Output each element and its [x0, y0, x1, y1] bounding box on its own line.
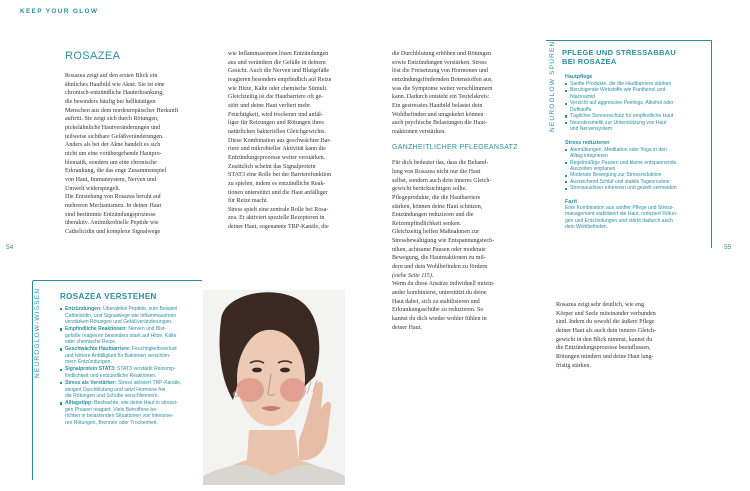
box-tab-neuroglow-spueren: NEUROGLOW SPÜREN — [549, 40, 556, 132]
text-line: Bewegung, die Hautreaktionen zu mil- — [392, 255, 486, 262]
text-line: Rötungen mindern und deine Haut lang- — [556, 353, 654, 360]
fact-text: Beobachte, wie deine Haut in stressi- — [92, 400, 178, 407]
text-line: wie Inflammasomen lösen Entzündungen — [228, 51, 329, 57]
fazit-line: management stabilisiert die Haut, reduziert Rötun- — [565, 211, 678, 218]
fazit-text — [565, 205, 712, 231]
text-line: entzündungsfördernden Botenstoffen aus, — [392, 76, 493, 83]
tip-item — [565, 160, 712, 173]
fact-item — [60, 366, 205, 379]
tip-text: Ausreichend Schlaf und stabile Tagesroutine — [570, 178, 670, 185]
tip-item — [565, 87, 712, 100]
text-line: wie Hitze, Kälte oder chemische Stimuli. — [228, 85, 328, 92]
text-line: selbst, sondern auch dein inneres Gleich- — [392, 177, 492, 184]
text-line: ähnliches Hautbild wie Akne. Sie ist eine — [65, 81, 165, 88]
text-line: kann. Dadurch entsteht ein Teufelskreis: — [392, 94, 490, 101]
text-line: löst die Freisetzung von Hormonen und — [392, 68, 488, 75]
fact-term: Empfindliche Reaktionen: — [65, 326, 127, 333]
text-line: zu spielen, indem es entzündliche Reak- — [228, 180, 326, 187]
text-line: Körper und Seele miteinander verbunden — [556, 310, 656, 317]
text-line: Wenn du diese Ansätze individuell mitein- — [392, 281, 495, 288]
text-line: reaktionen verstärken. — [392, 128, 446, 135]
fact-term: Signalprotein STAT3: — [65, 366, 116, 373]
text-line: sind bestimmte Entzündungsprozesse — [65, 211, 156, 218]
text-line: Zusätzlich scheint das Signalprotein — [228, 163, 316, 170]
column-1-text — [65, 72, 207, 236]
text-line: dern und dein Wohlbefinden zu fördern — [392, 264, 488, 271]
fact-term: Stress als Verstärker: — [65, 380, 117, 387]
fact-item — [60, 400, 205, 426]
column-3-top-text — [392, 50, 537, 137]
tips-list — [565, 81, 712, 133]
box-title-pflege-und-stressabbau: PFLEGE UND STRESSABBAU BEI ROSAZEA — [562, 48, 677, 66]
fact-item — [60, 380, 205, 400]
tip-item — [565, 185, 712, 191]
text-line: die Entzündungsprozesse beeinflussen, — [556, 345, 651, 352]
text-line: Ein gestresstes Hautbild belastet dein — [392, 102, 483, 109]
woman-with-rosacea-illustration — [203, 290, 345, 485]
fazit-line: gen und Entzündungen und stärkt dadurch auch — [565, 217, 673, 224]
fact-text: oder chemische Reize. — [65, 339, 117, 346]
pflege-stress-tips — [565, 72, 712, 231]
text-line: auch psychische Belastungen die Haut- — [392, 120, 488, 127]
column-3-bottom-text — [392, 159, 537, 332]
fact-text: Cathelicidin, und Signalwege wie Inflammasomen — [65, 312, 177, 319]
text-line: ander kombinierst, unterstützt du deine — [392, 290, 487, 297]
fact-text: richten in belastenden Situationen von intensive- — [65, 413, 174, 420]
text-line: Entzündungsprozesse weiter verstärken. — [228, 154, 326, 161]
text-line: Entzündungen reduzieren und die — [392, 212, 474, 219]
text-line: blematik, sondern um eine chronische — [65, 159, 157, 166]
text-line: die besonders häufig bei hellhäutigen — [65, 98, 156, 105]
tip-text: Sanfte Produkte, die die Hautbarriere stärken — [570, 81, 672, 87]
text-line: Wohlbefinden und umgekehrt können — [392, 111, 484, 118]
text-line: sind. Indem du sowohl die äußere Pflege — [556, 319, 655, 326]
tips-list — [565, 147, 712, 192]
text-line: Reizempfindlichkeit senken. — [392, 220, 462, 227]
tip-text: Niacinamid — [570, 93, 595, 100]
text-line: Haut dabei, sich zu stabilisieren und — [392, 298, 480, 305]
column-3 — [392, 50, 537, 332]
fact-term: Alltagstipp: — [65, 400, 93, 407]
text-line: Gleichzeitig helfen Maßnahmen zur — [392, 229, 480, 236]
section-heading: GANZHEITLICHER PFLEGEANSATZ — [392, 143, 518, 151]
tip-text: Verzicht auf aggressive Peelings, Alkohol oder — [570, 100, 674, 107]
fact-item — [60, 346, 205, 366]
text-line: gewicht in den Blick nimmst, kannst du — [556, 336, 653, 343]
article-title: ROSAZEA — [65, 50, 121, 62]
text-line: nicht um eine vorübergehende Hautpro- — [65, 150, 162, 157]
text-line: pickelähnliche Hautveränderungen und — [65, 124, 161, 131]
fact-item — [60, 326, 205, 346]
tip-text: Beruhigende Wirkstoffe wie Panthenol und — [570, 87, 666, 94]
text-line: reagieren besonders empfindlich auf Reize — [228, 76, 332, 83]
tip-text: Alltag integrieren — [570, 153, 608, 160]
text-line: Feuchtigkeit, wird trockener und anfäl- — [228, 111, 323, 118]
tip-item — [565, 147, 712, 160]
fact-text: die Rötungen und Schübe verschlimmern. — [65, 393, 159, 400]
text-line: die Durchblutung erhöhen und Rötungen — [392, 51, 492, 57]
fact-text: STAT3 verstärkt Reizemp- — [115, 366, 176, 373]
text-line: Umwelt widerspiegelt. — [65, 185, 121, 192]
text-line: kannst du dich wieder wohler fühlen in — [392, 316, 487, 323]
text-line: deiner Haut als auch dein inneres Gleich- — [556, 327, 657, 334]
fact-text: steigert Durchblutung und setzt Hormone frei, — [65, 386, 167, 393]
column-2-text — [228, 50, 373, 232]
text-line: auftritt. Sie zeigt sich durch Rötungen, — [65, 116, 159, 123]
fact-text: findlichkeit und entzündliche Reaktionen. — [65, 372, 157, 379]
text-line: chronisch-entzündliche Hauterkrankung, — [65, 90, 164, 97]
text-line: Rosazea zeigt auf den ersten Blick ein — [65, 73, 158, 79]
text-line: zea. Er aktiviert spezielle Rezeptoren in — [228, 215, 325, 222]
text-line: stört und deine Haut verliert mehr — [228, 102, 311, 109]
fact-text: gen Phasen reagiert. Viele Betroffene be- — [65, 406, 158, 413]
text-line: riere und mikrobieller Aktivität kann die — [228, 146, 326, 153]
tip-text: Stressauslöser erkennen und gezielt vermeiden — [570, 185, 677, 192]
text-line: was die Symptome weiter verschlimmern — [392, 85, 493, 92]
text-line: überaktiv. Antimikrobielle Peptide wie — [65, 220, 159, 227]
fazit-heading: Fazit — [565, 198, 578, 205]
running-head: KEEP YOUR GLOW — [20, 8, 99, 15]
text-line: fristig stärken. — [556, 362, 591, 369]
text-line: Gesicht. Auch die Nerven und Blutgefäße — [228, 68, 330, 75]
group-heading: Stress reduzieren — [565, 139, 610, 146]
text-line: (siehe Seite 115). — [392, 272, 434, 279]
text-line: Anders als bei der Akne handelt es sich — [65, 142, 161, 149]
portrait-photo — [203, 290, 345, 485]
text-line: Rosazea zeigt sehr deutlich, wie eng — [556, 302, 644, 308]
text-line: Stressbewältigung wie Entspannungstech- — [392, 238, 495, 245]
fazit-line: Eine Kombination aus sanfter Pflege und Stress- — [565, 204, 674, 211]
fact-term: Geschwächte Hautbarriere: — [65, 346, 131, 353]
text-line: mehreren Mechanismen. In deiner Haut — [65, 202, 162, 209]
tip-text: Regelmäßige Pausen und kleine entspannende — [570, 159, 677, 166]
fact-text: mern Entzündungen. — [65, 359, 112, 366]
text-line: liger für Reizungen und Rötungen ihres — [228, 120, 324, 127]
text-line: natürlichen bakteriellen Gleichgewichts. — [228, 128, 326, 135]
group-heading: Hautpflege — [565, 74, 593, 80]
text-line: tionen unterstützt und die Haut anfälliger — [228, 189, 328, 196]
fact-text: und höhere Anfälligkeit für Bakterien verschlim- — [65, 352, 171, 359]
fact-text: ren Rötungen, Brennen oder Trockenheit. — [65, 419, 158, 426]
text-line: lung von Rosazea nicht nur die Haut — [392, 168, 481, 175]
box-tab-neuroglow-wissen: NEUROGLOW-WISSEN — [34, 287, 41, 378]
page-number-right: 55 — [724, 244, 732, 251]
fact-text: Überaktive Peptide, zum Beispiel — [101, 306, 178, 312]
fact-text: Stress aktiviert TRP-Kanäle, — [116, 380, 182, 387]
tip-text: Duftstoffe — [570, 106, 592, 113]
text-line: niken, achtsame Pausen oder moderate — [392, 246, 486, 253]
fact-item — [60, 306, 205, 326]
text-line: Für dich bedeutet das, dass die Behand- — [392, 160, 489, 167]
tip-text: Moderate Bewegung zur Stressreduktion — [570, 172, 662, 179]
text-line: sowie Entzündungen verstärken. Stress — [392, 59, 487, 66]
text-line: teilweise sichtbare Gefäßveränderungen. — [65, 133, 164, 140]
text-line: Cathelicidin und komplexe Signalwege — [65, 228, 161, 235]
text-line: Die Entstehung von Rosazea beruht auf — [65, 194, 161, 201]
tip-text: Atemübungen, Meditation oder Yoga in den — [570, 146, 667, 153]
box-title-rosazea-verstehen: ROSAZEA VERSTEHEN — [60, 292, 157, 301]
text-line: Gleichzeitig ist die Hautbarriere oft ge- — [228, 94, 324, 101]
text-line: aus und verändern die Gefäße in deinem — [228, 59, 326, 66]
text-line: von Haut, Immunsystem, Nerven und — [65, 176, 157, 183]
text-line: deiner Haut, sogenannte TRP-Kanäle, die — [228, 224, 329, 231]
text-line: Stress spielt eine zentrale Rolle bei Rosa- — [228, 206, 329, 213]
fact-term: Entzündungen: — [65, 306, 102, 312]
tip-text: Auszeiten einplanen — [570, 165, 616, 172]
text-line: Erkrankung, die das enge Zusammenspiel — [65, 168, 167, 175]
tip-text: und Nervensystem — [570, 126, 613, 133]
text-line: STAT3 eine Rolle bei der Barrierefunktion — [228, 172, 332, 179]
text-line: für Reize macht. — [228, 198, 269, 205]
fazit-line: dein Wohlbefinden. — [565, 224, 609, 231]
fact-text: Nerven und Blut- — [126, 326, 167, 333]
text-line: Erkrankungsschübe zu reduzieren. So — [392, 307, 484, 314]
text-line: Menschen aus dem nordeuropäischer Herkunft — [65, 107, 179, 114]
page-number-left: 54 — [6, 244, 14, 251]
fact-text: verstärken Rötungen und Gefäßveränderungen. — [65, 319, 173, 326]
text-line: Pflegeprodukte, die die Hautbarriere — [392, 194, 481, 201]
tip-text: Täglicher Sonnenschutz für empfindliche Haut — [570, 113, 674, 120]
tip-item — [565, 100, 712, 113]
fact-text: gefäße reagieren besonders stark auf Hitze, Kälte — [65, 332, 177, 339]
tip-text: Neurokosmetik zur Unterstützung von Haut — [570, 119, 667, 126]
rosazea-facts-list — [60, 306, 205, 427]
text-line: Diese Kombination aus geschwächter Bar- — [228, 137, 332, 144]
column-4-text — [556, 301, 706, 370]
tip-item — [565, 120, 712, 133]
text-line: deiner Haut. — [392, 324, 422, 331]
text-line: gewicht berücksichtigen sollte. — [392, 186, 468, 193]
fact-text: Feuchtigkeitsverlust — [130, 346, 177, 353]
text-line: stärken, können deine Haut schützen, — [392, 203, 483, 210]
